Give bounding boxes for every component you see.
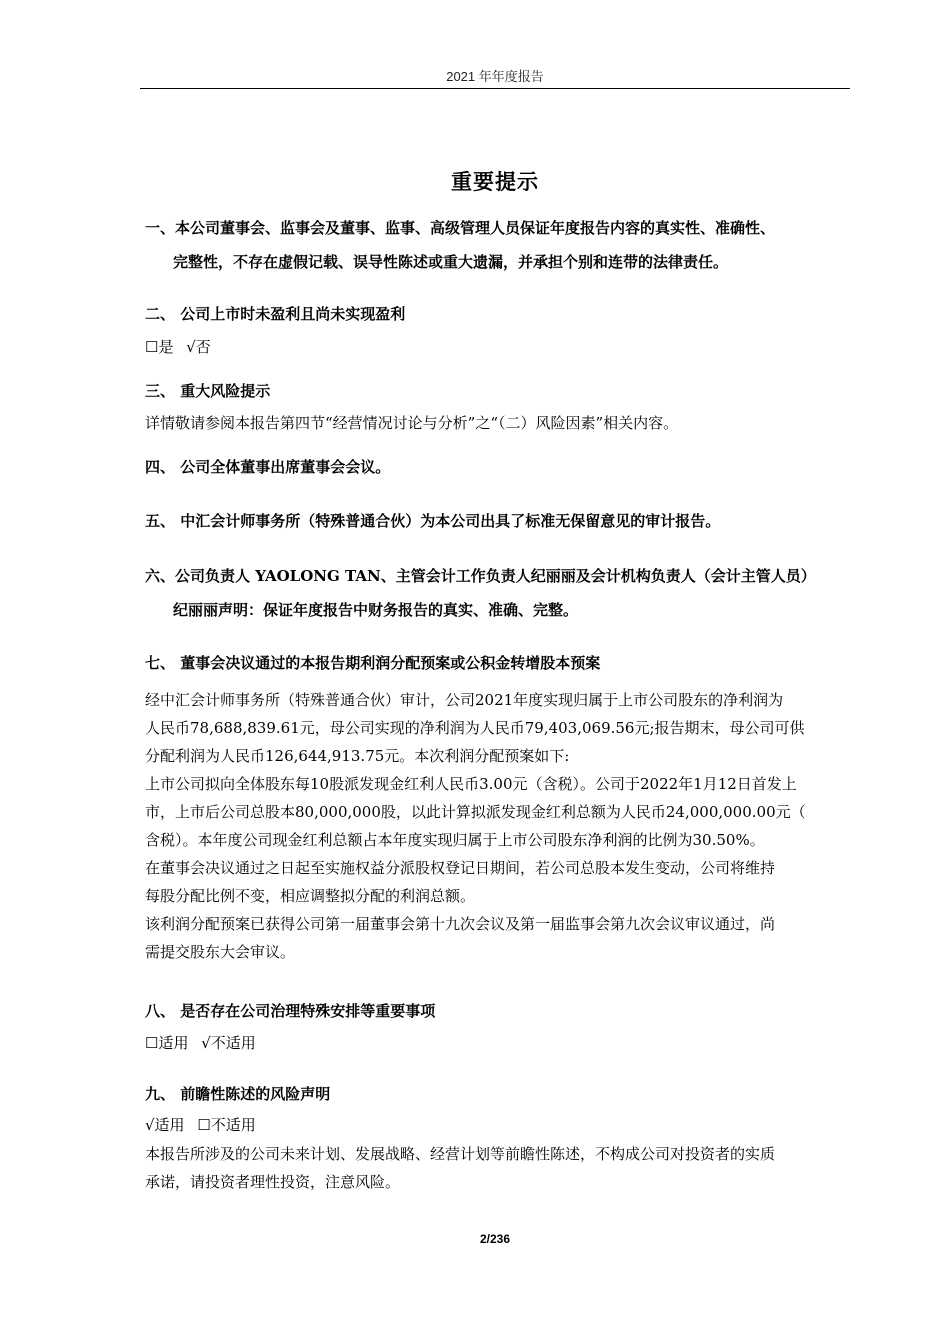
section-1 xyxy=(145,211,850,279)
section-7-line: 需提交股东大会审议。 xyxy=(145,943,296,961)
page-title: 重要提示 xyxy=(451,169,539,194)
section-9-line: 承诺，请投资者理性投资，注意风险。 xyxy=(145,1173,401,1191)
option-no: √否 xyxy=(186,338,211,356)
section-9-line: 本报告所涉及的公司未来计划、发展战略、经营计划等前瞻性陈述，不构成公司对投资者的实质 xyxy=(145,1145,776,1163)
page-number: 2/236 xyxy=(479,1232,511,1246)
section-2-heading: 二、 公司上市时未盈利且尚未实现盈利 xyxy=(145,305,406,323)
section-7-line: 每股分配比例不变，相应调整拟分配的利润总额。 xyxy=(145,887,476,905)
section-9-body xyxy=(145,1140,850,1196)
section-8-options xyxy=(145,1029,850,1057)
running-header: 2021 年年度报告 xyxy=(446,69,544,84)
section-3-heading: 三、 重大风险提示 xyxy=(145,382,271,400)
section-9-options xyxy=(145,1111,850,1139)
header-divider xyxy=(140,88,850,89)
section-7-line: 经中汇会计师事务所（特殊普通合伙）审计，公司2021年度实现归属于上市公司股东的净利润为 xyxy=(145,691,784,709)
section-8-heading: 八、 是否存在公司治理特殊安排等重要事项 xyxy=(145,1002,436,1020)
section-7-line: 含税）。本年度公司现金红利总额占本年度实现归属于上市公司股东净利润的比例为30.50%。 xyxy=(145,831,765,849)
option-applicable: ☐适用 xyxy=(145,1034,189,1052)
section-7-line: 市，上市后公司总股本80,000,000股，以此计算拟派发现金红利总额为人民币24,000,000.00元（ xyxy=(145,803,806,821)
section-7-line: 分配利润为人民币126,644,913.75元。本次利润分配预案如下: xyxy=(145,747,570,765)
option-yes: ☐是 xyxy=(145,338,174,356)
section-1-line-2: 完整性，不存在虚假记载、误导性陈述或重大遗漏，并承担个别和连带的法律责任。 xyxy=(173,253,729,271)
section-7-line: 该利润分配预案已获得公司第一届董事会第十九次会议及第一届监事会第九次会议审议通过，尚 xyxy=(145,915,776,933)
section-7-body xyxy=(145,686,850,966)
option-not-applicable: ☐不适用 xyxy=(197,1116,256,1134)
section-7-line: 上市公司拟向全体股东每10股派发现金红利人民币3.00元（含税）。公司于2022年1月12日首发上 xyxy=(145,775,797,793)
section-1-line-1: 一、本公司董事会、监事会及董事、监事、高级管理人员保证年度报告内容的真实性、准确性、 xyxy=(145,219,776,237)
section-9-heading: 九、 前瞻性陈述的风险声明 xyxy=(145,1085,331,1103)
option-applicable: √适用 xyxy=(145,1116,185,1134)
section-7-line: 人民币78,688,839.61元，母公司实现的净利润为人民币79,403,069.56元;报告期末，母公司可供 xyxy=(145,719,805,737)
section-6-line-2: 纪丽丽声明：保证年度报告中财务报告的真实、准确、完整。 xyxy=(173,601,579,619)
option-not-applicable: √不适用 xyxy=(201,1034,256,1052)
section-6-line-1: 六、公司负责人 YAOLONG TAN、主管会计工作负责人纪丽丽及会计机构负责人（会计主管人员） xyxy=(145,567,816,585)
section-5-heading: 五、 中汇会计师事务所（特殊普通合伙）为本公司出具了标准无保留意见的审计报告。 xyxy=(145,512,721,530)
section-2-options xyxy=(145,333,850,361)
section-6 xyxy=(145,559,850,627)
section-4-heading: 四、 公司全体董事出席董事会会议。 xyxy=(145,458,391,476)
section-7-heading: 七、 董事会决议通过的本报告期利润分配预案或公积金转增股本预案 xyxy=(145,654,601,672)
section-7-line: 在董事会决议通过之日起至实施权益分派股权登记日期间，若公司总股本发生变动，公司将维持 xyxy=(145,859,776,877)
section-3-text: 详情敬请参阅本报告第四节“经营情况讨论与分析”之“（二）风险因素”相关内容。 xyxy=(145,414,679,432)
